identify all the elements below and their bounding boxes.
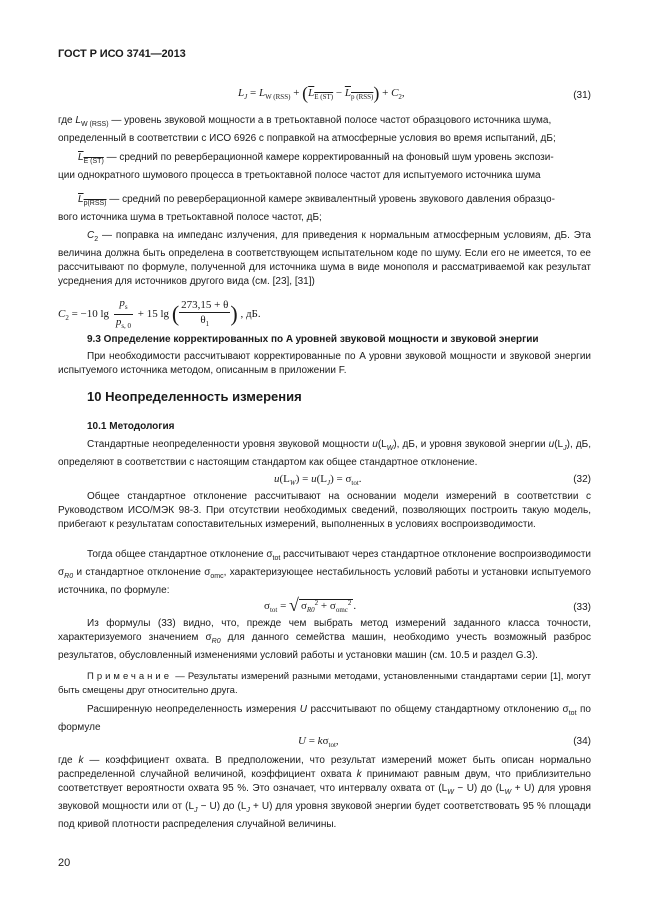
paragraph-le-st: $L_{E (ST)}$ — средний по реверберационной камере корректированный на фоновый шум уровень экспози- ции однократного шумового процесса в третьоктавной полосе частот для испытуемого источника шума bbox=[58, 152, 554, 181]
paragraph-c2: $C_2$ — поправка на импеданс излучения, для приведения к нормальным атмосферным условиям, дБ. Эта величина должна быть определена в соответствующем испытательном коде по шуму. Если его не имеется, то ее рассчитывают по формуле, полученной для источника шума в виде монополя и рассматриваемой как результат усреднения для источников другого вида (см. [23], [31]) bbox=[58, 230, 591, 287]
page-number: 20 bbox=[58, 857, 71, 869]
equation-34-number: (34) bbox=[573, 736, 591, 747]
equation-33: $\sigma_{tot}$ = √ $\sigma_{R0}^2 + \sigma_{omc}^2$ . bbox=[264, 595, 357, 615]
section-9-3-heading: 9.3 Определение корректированных по A уровней звуковой мощности и звуковой энергии bbox=[87, 334, 539, 345]
paragraph-coverage-factor: где k — коэффициент охвата. В предположении, что результат измерений может быть описан нормально распределенной случайной величиной, коэффициент охвата k принимают равным двум, что приблизительно соответствует вероятности охвата 95 %. Это означает, что интервалу охвата от $(L_W - U)$ до $(L_W + U)$ для уровня звуковой мощности или от $(L_J - U)$ до $(L_J + U)$ для уровня звуковой энергии будет соответствовать 95 % площади под кривой плотности распределения случайной величины. bbox=[58, 755, 592, 830]
section-10-heading: 10 Неопределенность измерения bbox=[87, 389, 302, 404]
paragraph-expanded-uncertainty: Расширенную неопределенность измерения U рассчитывают по общему стандартному отклонению $\sigma_{tot}$ по формуле bbox=[58, 704, 591, 733]
equation-32-number: (32) bbox=[573, 474, 591, 485]
document-header: ГОСТ Р ИСО 3741—2013 bbox=[58, 48, 186, 60]
equation-c2: $C_2 = -10$ lg $\frac{p_s}{p_{s, 0}}$ + 15 lg ( $\frac{273,15 + \theta}{\theta_1}$ ) , дБ. bbox=[58, 297, 261, 330]
paragraph-reproducibility: Тогда общее стандартное отклонение $\sigma_{tot}$ рассчитывают через стандартное отклонение воспроизводимости $\sigma_{R0}$ и стандартное отклонение $\sigma_{omc}$, характеризующее нестабильность условий работы и установки испытуемого источника, по формуле: bbox=[58, 549, 591, 596]
equation-31: $L_J = L_{W (RSS)} + (L_{E (ST)} - L_{p (RSS)}) + C_2$, bbox=[238, 83, 405, 103]
paragraph-total-deviation: Общее стандартное отклонение рассчитывают на основании модели измерений в соответствии с Руководством ИСО/МЭК 98-3. При отсутствии необходимых сведений, позволяющих построить такую модель, прибегают к результатам сопоставительных измерений, выполненных в условиях воспроизводимости. bbox=[58, 491, 591, 530]
equation-33-number: (33) bbox=[573, 602, 591, 613]
equation-34: $U = k\sigma_{tot}$, bbox=[298, 735, 339, 749]
paragraph-formula-33: Из формулы (33) видно, что, прежде чем выбрать метод измерений заданного класса точности, характеризуемого значением $\sigma_{R0}$ для данного семейства машин, необходимо учесть возможный разброс результатов, обусловленный изменениями условий работы и установки машин (см. 10.5 и раздел G.3). bbox=[58, 618, 591, 661]
paragraph-9-3: При необходимости рассчитывают корректированные по A уровни звуковой мощности и звуковой энергии испытуемого источника методом, описанным в приложении F. bbox=[58, 351, 591, 376]
paragraph-lp-rss: $L_{p(RSS)}$ — средний по реверберационной камере эквивалентный уровень звукового давления образцо- вого источника шума в третьоктавной полосе частот, дБ; bbox=[58, 194, 555, 223]
paragraph-lw-rss: где $L_{W (RSS)}$ — уровень звуковой мощности а в третьоктавной полосе частот образцового источника шума, определенный в соответствии с ИСО 6926 с поправкой на атмосферные условия во время испытаний, дБ; bbox=[58, 115, 556, 144]
section-10-1-heading: 10.1 Методология bbox=[87, 421, 175, 432]
paragraph-10-1-intro: Стандартные неопределенности уровня звуковой мощности $u(L_W)$, дБ, и уровня звуковой энергии $u(L_J)$, дБ, определяют в соответствии с настоящим стандартом как общее стандартное отклонение. bbox=[58, 439, 591, 468]
equation-32: $u(L_W) = u(L_J) = \sigma_{tot}$. bbox=[274, 473, 362, 487]
equation-31-number: (31) bbox=[573, 90, 591, 101]
note: Примечание — Результаты измерений разными методами, установленными стандартами серии [1], могут быть смещены друг относительно друга. bbox=[58, 671, 591, 696]
